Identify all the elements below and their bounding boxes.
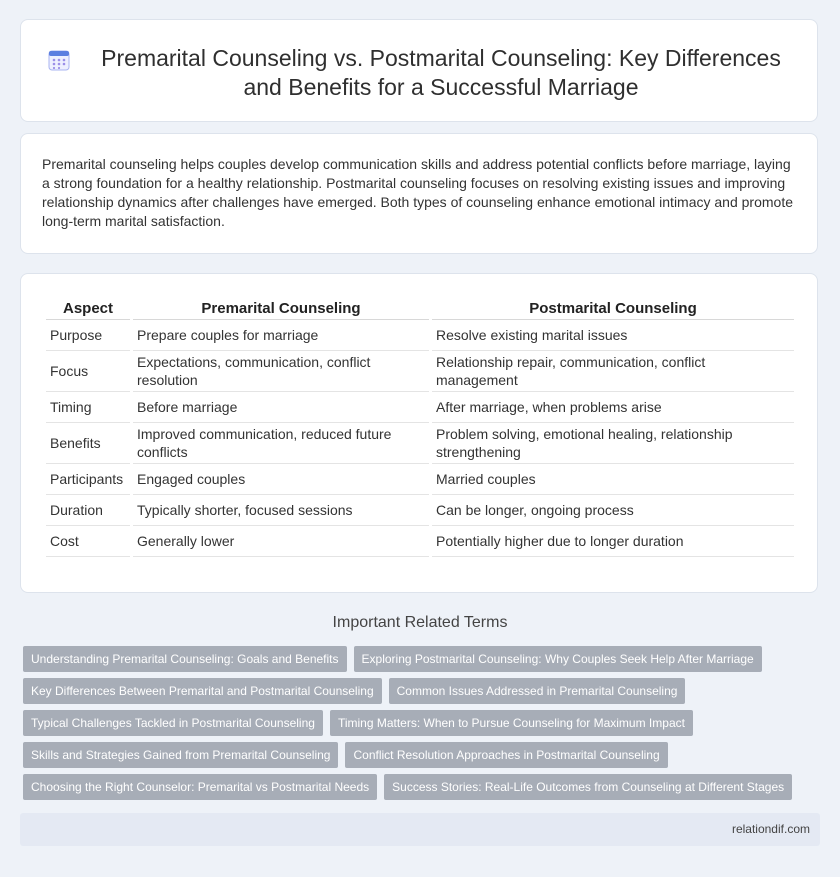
comparison-table — [43, 297, 797, 557]
related-term-link[interactable]: Understanding Premarital Counseling: Goals and Benefits — [23, 646, 347, 672]
related-term-link[interactable]: Timing Matters: When to Pursue Counseling for Maximum Impact — [330, 710, 693, 736]
postmarital-cell: Can be longer, ongoing process — [432, 495, 794, 526]
related-term-link[interactable]: Exploring Postmarital Counseling: Why Couples Seek Help After Marriage — [354, 646, 762, 672]
row-aspect: Participants — [46, 464, 130, 495]
premarital-cell: Before marriage — [133, 392, 429, 423]
related-term-link[interactable]: Typical Challenges Tackled in Postmarital Counseling — [23, 710, 323, 736]
footer-bar — [20, 813, 820, 846]
table-row — [46, 495, 794, 526]
column-header-premarital: Premarital Counseling — [133, 297, 429, 320]
title-card — [20, 19, 818, 122]
table-row — [46, 526, 794, 557]
table-row — [46, 320, 794, 351]
row-aspect: Duration — [46, 495, 130, 526]
table-row — [46, 423, 794, 464]
table-row — [46, 392, 794, 423]
column-header-postmarital: Postmarital Counseling — [432, 297, 794, 320]
table-row — [46, 351, 794, 392]
related-terms-list — [23, 646, 813, 800]
intro-paragraph: Premarital counseling helps couples develop communication skills and address potential conflicts before marriage, laying a strong foundation for a healthy relationship. Postmarital counseling focuses on resolving existing issues and improving relationship dynamics after challenges have emerged. Both types of counseling enhance emotional intimacy and promote long-term marital satisfaction. — [42, 156, 793, 229]
related-term-link[interactable]: Skills and Strategies Gained from Premarital Counseling — [23, 742, 338, 768]
premarital-cell: Expectations, communication, conflict resolution — [133, 351, 429, 392]
row-aspect: Focus — [46, 351, 130, 392]
premarital-cell: Improved communication, reduced future conflicts — [133, 423, 429, 464]
row-aspect: Cost — [46, 526, 130, 557]
related-term-link[interactable]: Key Differences Between Premarital and Postmarital Counseling — [23, 678, 382, 704]
related-term-link[interactable]: Success Stories: Real-Life Outcomes from Counseling at Different Stages — [384, 774, 792, 800]
row-aspect: Timing — [46, 392, 130, 423]
related-term-link[interactable]: Conflict Resolution Approaches in Postmarital Counseling — [345, 742, 667, 768]
comparison-table-card — [20, 273, 818, 593]
intro-card — [20, 133, 818, 254]
premarital-cell: Generally lower — [133, 526, 429, 557]
table-row — [46, 464, 794, 495]
site-brand[interactable]: relationdif.com — [731, 822, 810, 836]
postmarital-cell: Potentially higher due to longer duration — [432, 526, 794, 557]
postmarital-cell: Married couples — [432, 464, 794, 495]
premarital-cell: Typically shorter, focused sessions — [133, 495, 429, 526]
related-term-link[interactable]: Common Issues Addressed in Premarital Counseling — [389, 678, 686, 704]
premarital-cell: Prepare couples for marriage — [133, 320, 429, 351]
related-terms-heading: Important Related Terms — [332, 614, 508, 631]
column-header-aspect: Aspect — [46, 297, 130, 320]
postmarital-cell: Relationship repair, communication, conflict management — [432, 351, 794, 392]
premarital-cell: Engaged couples — [133, 464, 429, 495]
table-header-row — [46, 297, 794, 320]
postmarital-cell: Problem solving, emotional healing, relationship strengthening — [432, 423, 794, 464]
related-term-link[interactable]: Choosing the Right Counselor: Premarital vs Postmarital Needs — [23, 774, 377, 800]
postmarital-cell: After marriage, when problems arise — [432, 392, 794, 423]
row-aspect: Purpose — [46, 320, 130, 351]
page-title: Premarital Counseling vs. Postmarital Counseling: Key Differences and Benefits for a Successful Marriage — [101, 45, 781, 100]
postmarital-cell: Resolve existing marital issues — [432, 320, 794, 351]
calendar-icon — [47, 48, 71, 72]
row-aspect: Benefits — [46, 423, 130, 464]
